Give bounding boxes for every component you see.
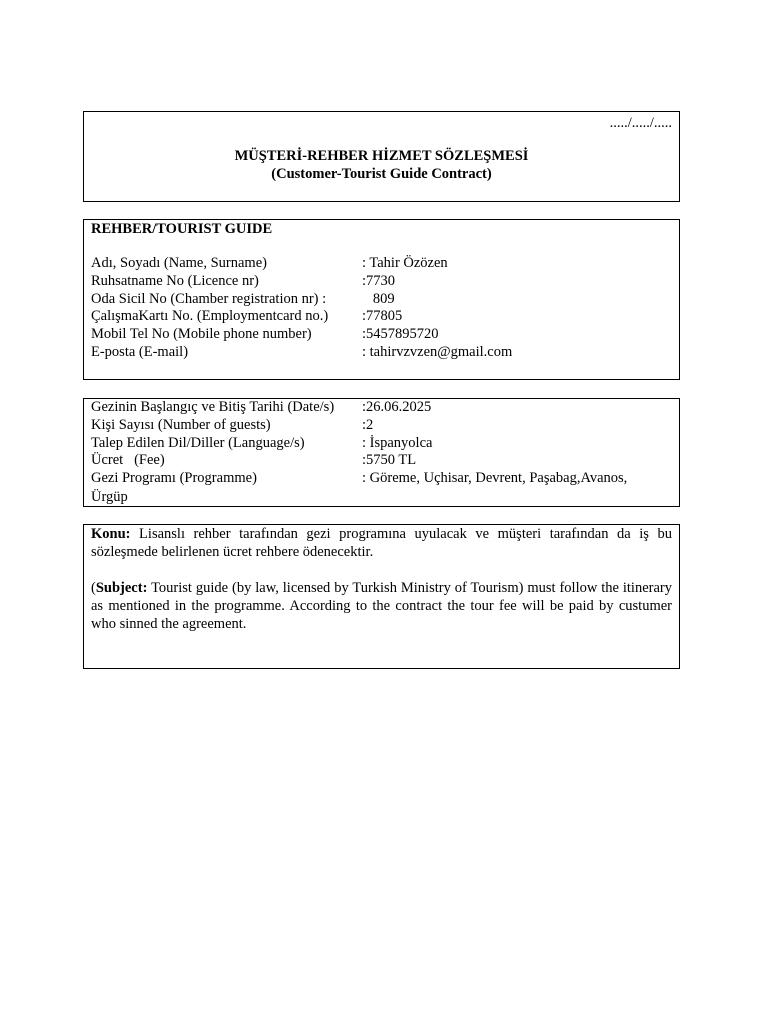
field-value: :7730 <box>362 272 396 289</box>
field-label: ÇalışmaKartı No. (Employmentcard no.) <box>91 308 329 325</box>
field-label: Ruhsatname No (Licence nr) <box>91 272 259 289</box>
date-placeholder: ...../...../..... <box>609 115 672 131</box>
tour-details-box <box>83 398 680 507</box>
programme-continuation: Ürgüp <box>91 489 128 505</box>
field-value: : Tahir Özözen <box>362 255 448 271</box>
contract-header-box <box>83 111 680 202</box>
field-label: Kişi Sayısı (Number of guests) <box>91 416 271 433</box>
tour-row-programme <box>91 470 672 488</box>
field-label: E-posta (E-mail) <box>91 343 189 360</box>
tour-row-guests <box>91 417 672 435</box>
subject-open-paren: ( <box>91 580 96 596</box>
field-value: : Göreme, Uçhisar, Devrent, Paşabag,Avanos, <box>362 470 628 487</box>
guide-section-heading: REHBER/TOURIST GUIDE <box>91 221 273 237</box>
contract-title-english: (Customer-Tourist Guide Contract) <box>271 166 492 182</box>
guide-row-mobile <box>91 326 672 344</box>
field-value: :5457895720 <box>362 326 439 343</box>
field-value: :77805 <box>362 308 403 325</box>
guide-row-email <box>91 344 672 362</box>
field-value: :26.06.2025 <box>362 399 432 415</box>
subject-box <box>83 524 680 669</box>
field-label: Adı, Soyadı (Name, Surname) <box>91 255 267 271</box>
field-label: Ücret (Fee) <box>91 452 165 469</box>
subject-label-english: Subject: <box>95 580 148 596</box>
guide-row-chamber <box>91 291 672 309</box>
tour-row-dates <box>91 399 672 417</box>
tour-row-fee <box>91 452 672 470</box>
contract-title-turkish: MÜŞTERİ-REHBER HİZMET SÖZLEŞMESİ <box>234 148 529 164</box>
guide-row-employment-card <box>91 308 672 326</box>
field-value: 809 <box>362 290 395 307</box>
field-label: Mobil Tel No (Mobile phone number) <box>91 326 312 343</box>
guide-row-licence <box>91 273 672 291</box>
guide-info-rows <box>91 255 672 362</box>
field-value: :5750 TL <box>362 452 417 469</box>
subject-text-turkish: Lisanslı rehber tarafından gezi programına uyulacak ve müşteri tarafından da iş bu sözleşmede belirlenen ücret rehbere ödenecektir. <box>91 526 672 560</box>
guide-row-name <box>91 255 672 273</box>
field-label: Talep Edilen Dil/Diller (Language/s) <box>91 434 305 451</box>
tour-row-languages <box>91 435 672 453</box>
field-value: : tahirvzvzen@gmail.com <box>362 343 513 360</box>
subject-label-turkish: Konu: <box>91 526 131 542</box>
subject-text-english: Tourist guide (by law, licensed by Turkish Ministry of Tourism) must follow the itinerary as mentioned in the programme. According to the contract the tour fee will be paid by custumer who sinned the agreement. <box>91 580 672 632</box>
guide-info-box <box>83 219 680 380</box>
tour-details-rows <box>91 399 672 488</box>
field-value: :2 <box>362 416 374 433</box>
subject-paragraph-english <box>91 579 672 633</box>
field-label: Gezi Programı (Programme) <box>91 470 257 487</box>
field-label: Oda Sicil No (Chamber registration nr) : <box>91 290 327 307</box>
field-label: Gezinin Başlangıç ve Bitiş Tarihi (Date/s) <box>91 399 335 415</box>
field-value: : İspanyolca <box>362 434 433 451</box>
subject-paragraph-turkish <box>91 525 672 561</box>
